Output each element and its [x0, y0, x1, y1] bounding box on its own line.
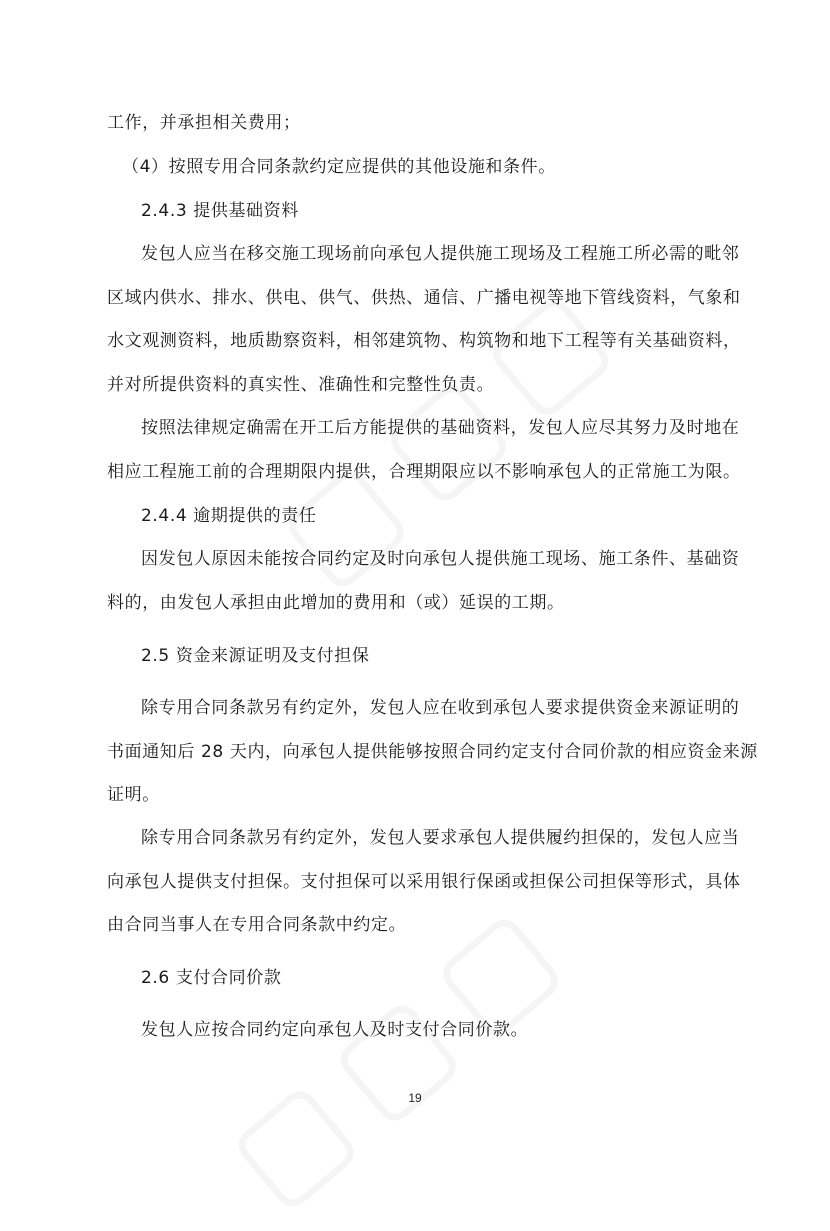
- paragraph-line: 按照法律规定确需在开工后方能提供的基础资料，发包人应尽其努力及时地在: [141, 418, 740, 438]
- paragraph-line: 工作，并承担相关费用；: [107, 113, 301, 133]
- paragraph-line: 除专用合同条款另有约定外，发包人应在收到承包人要求提供资金来源证明的: [141, 698, 740, 718]
- section-heading: 2.4.3 提供基础资料: [141, 201, 299, 221]
- paragraph-line: 区域内供水、排水、供电、供气、供热、通信、广播电视等地下管线资料，气象和: [107, 288, 741, 308]
- section-heading: 2.5 资金来源证明及支付担保: [141, 646, 370, 666]
- section-heading: 2.4.4 逾期提供的责任: [141, 506, 317, 526]
- paragraph-line: 除专用合同条款另有约定外，发包人要求承包人提供履约担保的，发包人应当: [141, 828, 740, 848]
- paragraph-line: 书面通知后 28 天内，向承包人提供能够按照合同约定支付合同价款的相应资金来源: [107, 742, 758, 762]
- paragraph-line: 由合同当事人在专用合同条款中约定。: [107, 915, 407, 935]
- paragraph-line: 料的，由发包人承担由此增加的费用和（或）延误的工期。: [107, 593, 565, 613]
- section-heading: 2.6 支付合同价款: [141, 968, 282, 988]
- list-item: （4）按照专用合同条款约定应提供的其他设施和条件。: [122, 157, 556, 177]
- paragraph-line: 向承包人提供支付担保。支付担保可以采用银行保函或担保公司担保等形式，具体: [107, 872, 741, 892]
- paragraph-line: 发包人应按合同约定向承包人及时支付合同价款。: [141, 1020, 529, 1040]
- paragraph-line: 水文观测资料，地质勘察资料，相邻建筑物、构筑物和地下工程等有关基础资料，: [107, 331, 741, 351]
- paragraph-line: 并对所提供资料的真实性、准确性和完整性负责。: [107, 375, 495, 395]
- paragraph-line: 发包人应当在移交施工现场前向承包人提供施工现场及工程施工所必需的毗邻: [141, 244, 740, 264]
- paragraph-line: 相应工程施工前的合理期限内提供，合理期限应以不影响承包人的正常施工为限。: [107, 462, 741, 482]
- paragraph-line: 证明。: [107, 785, 160, 805]
- paragraph-line: 因发包人原因未能按合同约定及时向承包人提供施工现场、施工条件、基础资: [141, 549, 740, 569]
- page-number: 19: [408, 1091, 422, 1105]
